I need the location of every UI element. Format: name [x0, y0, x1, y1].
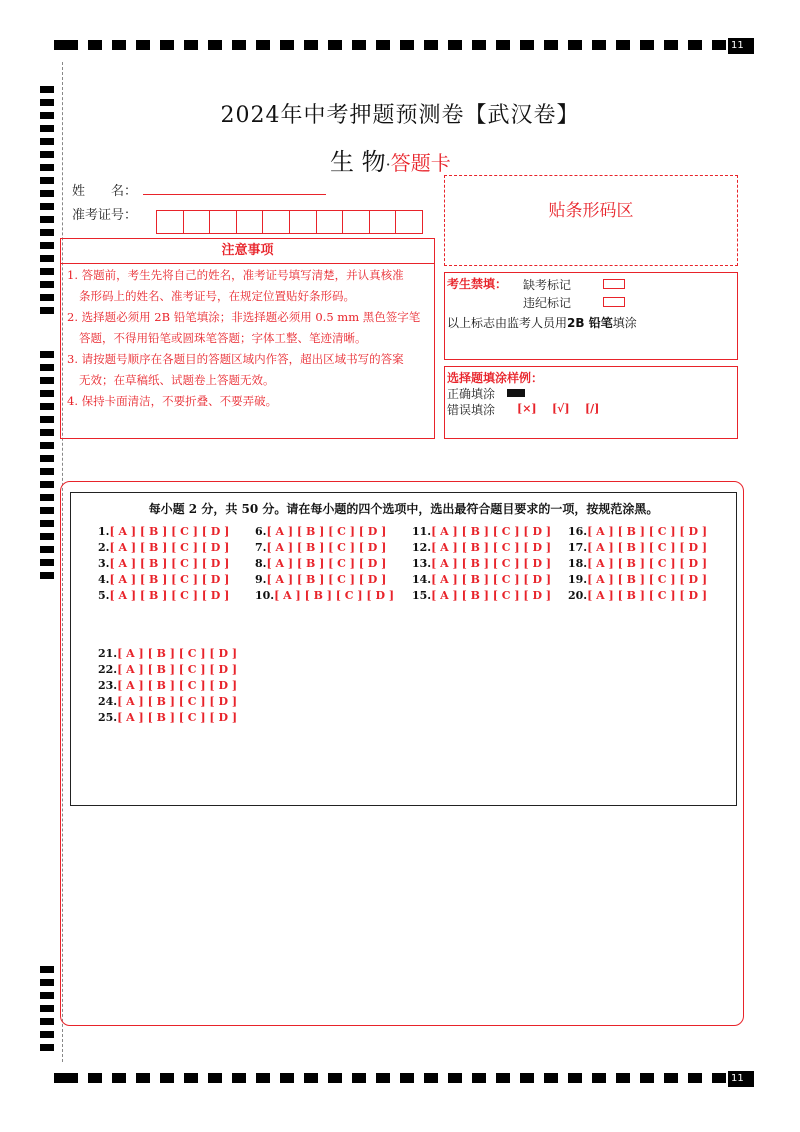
timing-mark — [184, 1073, 198, 1083]
timing-mark — [40, 229, 54, 236]
timing-mark — [40, 966, 54, 973]
answer-column-5 — [98, 646, 237, 726]
violation-mark-label: 违纪标记 — [523, 296, 572, 310]
question-number: 1. — [98, 525, 110, 538]
answer-row[interactable] — [98, 694, 237, 710]
page-number-box — [728, 1071, 754, 1087]
question-number: 19. — [568, 573, 588, 586]
question-number: 15. — [412, 589, 432, 602]
timing-mark — [304, 40, 318, 50]
timing-mark — [184, 40, 198, 50]
exam-id-digit-box[interactable] — [343, 211, 370, 233]
timing-mark — [328, 1073, 342, 1083]
question-number: 10. — [255, 589, 275, 602]
examiner-note-bold: 2B 铅笔 — [567, 316, 613, 330]
answer-row[interactable] — [568, 588, 707, 604]
timing-mark — [640, 1073, 654, 1083]
timing-mark — [40, 190, 54, 197]
name-field[interactable] — [143, 194, 326, 195]
timing-mark — [544, 1073, 558, 1083]
answer-row[interactable] — [568, 540, 707, 556]
exam-id-digit-box[interactable] — [317, 211, 344, 233]
timing-mark — [88, 40, 102, 50]
timing-mark — [160, 1073, 174, 1083]
notice-item: 无效；在草稿纸、试题卷上答题无效。 — [79, 373, 275, 387]
fill-sample-box — [444, 366, 738, 439]
answer-row[interactable] — [255, 572, 394, 588]
answer-row[interactable] — [412, 556, 551, 572]
timing-mark — [616, 40, 630, 50]
answer-options[interactable]: [ A ] [ B ] [ C ] [ D ] — [109, 525, 230, 538]
answer-options[interactable]: [ A ] [ B ] [ C ] [ D ] — [431, 589, 552, 602]
answer-row[interactable] — [412, 524, 551, 540]
answer-row[interactable] — [98, 556, 229, 572]
timing-mark — [208, 40, 222, 50]
question-number: 11. — [412, 525, 432, 538]
timing-mark — [40, 294, 54, 301]
timing-mark — [40, 416, 54, 423]
timing-mark — [496, 40, 510, 50]
timing-mark — [424, 40, 438, 50]
timing-mark — [352, 1073, 366, 1083]
wrong-fill-samples — [517, 402, 599, 415]
question-number: 2. — [98, 541, 110, 554]
answer-options[interactable]: [ A ] [ B ] [ C ] [ D ] — [266, 557, 387, 570]
timing-mark — [40, 442, 54, 449]
notice-item: 1. 答题前，考生先将自己的姓名，准考证号填写清楚，并认真核准 — [67, 268, 404, 282]
timing-mark — [40, 1044, 54, 1051]
timing-mark — [280, 1073, 294, 1083]
violation-mark-box[interactable] — [603, 297, 625, 307]
timing-mark — [712, 40, 726, 50]
answer-options[interactable]: [ A ] [ B ] [ C ] [ D ] — [266, 541, 387, 554]
timing-mark — [40, 455, 54, 462]
answer-card-label: 答题卡 — [390, 151, 451, 175]
question-number: 4. — [98, 573, 110, 586]
answer-row[interactable] — [98, 524, 229, 540]
wrong-fill-sample: [×] — [517, 402, 537, 415]
question-number: 7. — [255, 541, 267, 554]
question-number: 18. — [568, 557, 588, 570]
timing-mark — [592, 1073, 606, 1083]
question-number: 25. — [98, 711, 118, 724]
answer-options[interactable]: [ A ] [ B ] [ C ] [ D ] — [587, 541, 708, 554]
exam-id-digit-box[interactable] — [210, 211, 237, 233]
notice-item: 条形码上的姓名、准考证号，在规定位置贴好条形码。 — [79, 289, 355, 303]
timing-mark — [40, 546, 54, 553]
timing-mark — [40, 1018, 54, 1025]
notice-list — [67, 265, 430, 412]
timing-mark — [40, 429, 54, 436]
answer-options[interactable]: [ A ] [ B ] [ C ] [ D ] — [431, 557, 552, 570]
timing-mark — [40, 979, 54, 986]
answer-options[interactable]: [ A ] [ B ] [ C ] [ D ] — [266, 573, 387, 586]
timing-mark — [40, 203, 54, 210]
examiner-note-prefix: 以上标志由监考人员用 — [447, 316, 568, 330]
answer-options[interactable]: [ A ] [ B ] [ C ] [ D ] — [587, 557, 708, 570]
timing-mark — [280, 40, 294, 50]
notice-box — [60, 238, 435, 439]
question-number: 17. — [568, 541, 588, 554]
answer-row[interactable] — [255, 556, 394, 572]
timing-mark — [40, 992, 54, 999]
timing-mark — [568, 40, 582, 50]
question-number: 6. — [255, 525, 267, 538]
answer-options[interactable]: [ A ] [ B ] [ C ] [ D ] — [109, 589, 230, 602]
timing-mark — [40, 242, 54, 249]
timing-mark — [208, 1073, 222, 1083]
timing-mark — [40, 507, 54, 514]
timing-mark — [496, 1073, 510, 1083]
timing-mark — [40, 533, 54, 540]
timing-mark — [40, 390, 54, 397]
timing-mark — [232, 40, 246, 50]
timing-mark — [136, 40, 150, 50]
page-number: 11 — [731, 1073, 744, 1084]
timing-mark — [592, 40, 606, 50]
timing-mark — [40, 216, 54, 223]
notice-item: 4. 保持卡面清洁，不要折叠、不要弄破。 — [67, 394, 278, 408]
answer-options[interactable]: [ A ] [ B ] [ C ] [ D ] — [431, 573, 552, 586]
exam-id-digit-box[interactable] — [184, 211, 211, 233]
wrong-fill-label: 错误填涂 — [447, 403, 496, 417]
answer-row[interactable] — [98, 646, 237, 662]
timing-mark — [40, 138, 54, 145]
timing-mark — [112, 40, 126, 50]
answer-options[interactable]: [ A ] [ B ] [ C ] [ D ] — [117, 679, 238, 692]
answer-options[interactable]: [ A ] [ B ] [ C ] [ D ] — [117, 663, 238, 676]
timing-mark — [688, 40, 702, 50]
timing-mark — [40, 377, 54, 384]
barcode-area — [444, 175, 738, 266]
question-number: 13. — [412, 557, 432, 570]
subject-dot: · — [385, 155, 391, 174]
mc-instruction: 每小题 2 分，共 50 分。请在每小题的四个选项中，选出最符合题目要求的一项，按规范涂黑。 — [148, 502, 659, 516]
answer-options[interactable]: [ A ] [ B ] [ C ] [ D ] — [109, 557, 230, 570]
timing-mark — [448, 40, 462, 50]
timing-mark — [256, 1073, 270, 1083]
answer-row[interactable] — [568, 524, 707, 540]
timing-mark — [40, 351, 54, 358]
answer-row[interactable] — [98, 678, 237, 694]
timing-mark — [40, 151, 54, 158]
question-number: 21. — [98, 647, 118, 660]
answer-row[interactable] — [412, 540, 551, 556]
answer-row[interactable] — [98, 588, 229, 604]
answer-options[interactable]: [ A ] [ B ] [ C ] [ D ] — [109, 573, 230, 586]
answer-row[interactable] — [255, 524, 394, 540]
barcode-label: 贴条形码区 — [548, 201, 634, 221]
page-title: 2024年中考押题预测卷【武汉卷】 — [220, 103, 580, 128]
answer-options[interactable]: [ A ] [ B ] [ C ] [ D ] — [431, 525, 552, 538]
timing-mark — [712, 1073, 726, 1083]
absent-mark-box[interactable] — [603, 279, 625, 289]
timing-mark — [40, 307, 54, 314]
answer-column-4 — [568, 524, 707, 604]
exam-id-digit-box[interactable] — [290, 211, 317, 233]
exam-id-boxes — [156, 210, 423, 234]
timing-mark — [40, 268, 54, 275]
timing-mark — [40, 520, 54, 527]
question-number: 12. — [412, 541, 432, 554]
examiner-note — [447, 314, 637, 331]
timing-mark — [40, 572, 54, 579]
timing-mark — [40, 481, 54, 488]
answer-row[interactable] — [255, 588, 394, 604]
timing-mark — [664, 40, 678, 50]
question-number: 16. — [568, 525, 588, 538]
answer-column-2 — [255, 524, 394, 604]
timing-mark — [40, 559, 54, 566]
timing-mark — [448, 1073, 462, 1083]
timing-mark — [568, 1073, 582, 1083]
answer-options[interactable]: [ A ] [ B ] [ C ] [ D ] — [274, 589, 395, 602]
timing-mark — [688, 1073, 702, 1083]
page-number-box — [728, 38, 754, 54]
timing-mark — [400, 1073, 414, 1083]
answer-row[interactable] — [568, 572, 707, 588]
timing-mark — [40, 86, 54, 93]
page-number: 11 — [731, 40, 744, 51]
id-label: 准考证号： — [72, 208, 138, 223]
answer-options[interactable]: [ A ] [ B ] [ C ] [ D ] — [587, 525, 708, 538]
timing-mark — [160, 40, 174, 50]
timing-mark — [520, 40, 534, 50]
answer-options[interactable]: [ A ] [ B ] [ C ] [ D ] — [117, 711, 238, 724]
answer-row[interactable] — [412, 572, 551, 588]
timing-mark — [664, 1073, 678, 1083]
notice-item: 答题，不得用铅笔或圆珠笔答题；字体工整、笔迹清晰。 — [79, 331, 367, 345]
notice-title: 注意事项 — [61, 239, 434, 264]
question-number: 20. — [568, 589, 588, 602]
question-number: 23. — [98, 679, 118, 692]
exam-id-digit-box[interactable] — [263, 211, 290, 233]
timing-mark — [54, 40, 78, 50]
answer-row[interactable] — [568, 556, 707, 572]
question-number: 24. — [98, 695, 118, 708]
answer-options[interactable]: [ A ] [ B ] [ C ] [ D ] — [587, 573, 708, 586]
answer-options[interactable]: [ A ] [ B ] [ C ] [ D ] — [109, 541, 230, 554]
timing-mark — [40, 177, 54, 184]
answer-options[interactable]: [ A ] [ B ] [ C ] [ D ] — [266, 525, 387, 538]
answer-row[interactable] — [98, 662, 237, 678]
timing-mark — [40, 1031, 54, 1038]
timing-mark — [544, 40, 558, 50]
answer-row[interactable] — [255, 540, 394, 556]
timing-mark — [88, 1073, 102, 1083]
examiner-only-label: 考生禁填： — [447, 277, 508, 291]
exam-id-digit-box[interactable] — [370, 211, 397, 233]
answer-options[interactable]: [ A ] [ B ] [ C ] [ D ] — [431, 541, 552, 554]
answer-options[interactable]: [ A ] [ B ] [ C ] [ D ] — [117, 647, 238, 660]
exam-id-digit-box[interactable] — [396, 211, 422, 233]
fill-sample-title: 选择题填涂样例： — [447, 371, 544, 385]
timing-mark — [136, 1073, 150, 1083]
question-number: 3. — [98, 557, 110, 570]
correct-fill-sample — [507, 389, 525, 397]
question-number: 8. — [255, 557, 267, 570]
notice-item: 2. 选择题必须用 2B 铅笔填涂；非选择题必须用 0.5 mm 黑色签字笔 — [67, 310, 421, 324]
answer-row[interactable] — [98, 710, 237, 726]
timing-mark — [472, 1073, 486, 1083]
timing-mark — [376, 1073, 390, 1083]
answer-row[interactable] — [412, 588, 551, 604]
timing-mark — [304, 1073, 318, 1083]
name-label: 姓 名： — [72, 184, 138, 199]
answer-column-1 — [98, 524, 229, 604]
correct-fill-label: 正确填涂 — [447, 387, 496, 401]
timing-mark — [40, 164, 54, 171]
exam-id-digit-box[interactable] — [157, 211, 184, 233]
timing-mark — [54, 1073, 78, 1083]
timing-mark — [472, 40, 486, 50]
timing-mark — [328, 40, 342, 50]
question-number: 5. — [98, 589, 110, 602]
timing-mark — [40, 255, 54, 262]
timing-mark — [520, 1073, 534, 1083]
answer-row[interactable] — [98, 540, 229, 556]
answer-column-3 — [412, 524, 551, 604]
timing-mark — [40, 281, 54, 288]
question-number: 9. — [255, 573, 267, 586]
timing-mark — [112, 1073, 126, 1083]
timing-mark — [352, 40, 366, 50]
subject-name: 生 物 — [330, 148, 386, 176]
exam-id-digit-box[interactable] — [237, 211, 264, 233]
question-number: 14. — [412, 573, 432, 586]
timing-mark — [400, 40, 414, 50]
timing-mark — [40, 1005, 54, 1012]
timing-mark — [376, 40, 390, 50]
answer-row[interactable] — [98, 572, 229, 588]
timing-mark — [40, 494, 54, 501]
timing-mark — [232, 1073, 246, 1083]
timing-mark — [424, 1073, 438, 1083]
timing-mark — [40, 364, 54, 371]
examiner-note-suffix: 填涂 — [612, 316, 637, 330]
wrong-fill-sample: [/] — [584, 402, 600, 415]
timing-mark — [40, 468, 54, 475]
answer-options[interactable]: [ A ] [ B ] [ C ] [ D ] — [587, 589, 708, 602]
subject-heading — [330, 142, 451, 177]
notice-item: 3. 请按题号顺序在各题目的答题区域内作答，超出区域书写的答案 — [67, 352, 404, 366]
timing-mark — [256, 40, 270, 50]
examiner-only-box — [444, 272, 738, 360]
timing-mark — [40, 403, 54, 410]
timing-mark — [616, 1073, 630, 1083]
absent-mark-label: 缺考标记 — [523, 278, 572, 292]
timing-mark — [640, 40, 654, 50]
question-number: 22. — [98, 663, 118, 676]
wrong-fill-sample: [√] — [551, 402, 570, 415]
answer-options[interactable]: [ A ] [ B ] [ C ] [ D ] — [117, 695, 238, 708]
